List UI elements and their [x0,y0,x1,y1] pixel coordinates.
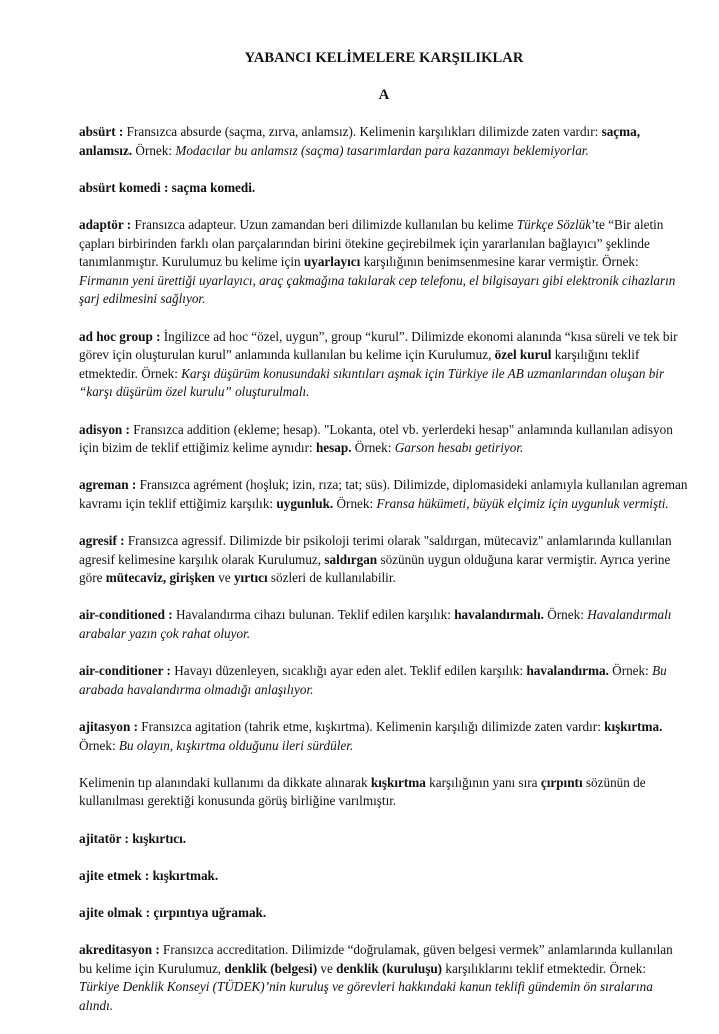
entry-text: İngilizce ad hoc “özel, uygun”, group “kurul”. Dilimizde ekonomi alanında “kısa süreli ve tek bir görev için oluşturulan kurul” anlamında kullanılan bu kelime için Kurulumuz, [79,328,678,363]
bold-text: kışkırtma [370,774,426,790]
bold-text: ajite olmak : çırpıntıya uğramak. [79,904,267,920]
entry-text: ve [317,960,337,976]
dictionary-entry [79,216,689,309]
example-text: Türkçe Sözlük [516,216,592,232]
bold-text: havalandırma. [526,663,609,679]
bold-text: uygunluk. [276,495,334,511]
bold-text: denklik (belgesi) [224,960,318,976]
entry-text: Fransızca agrément (hoşluk; izin, rıza; tat; süs). Dilimizde, diplomasideki anlamıyla kullanılan agreman kavramı için teklif ettiğimiz karşılık: [79,477,688,511]
entry-text: karşılığının yanı sıra [425,774,541,790]
bold-text: air-conditioned : [79,607,173,623]
dictionary-entry [79,179,689,198]
entry-text: ’te “Bir aletin çapları birbirinden farklı olan parçalarından birini ötekine geçirebilmek için yararlanılan bağlayıcı” şeklinde tanımlanmıştır. Kurulumuz bu kelime için [79,216,664,270]
dictionary-entry [79,476,689,513]
dictionary-entry [79,532,689,588]
bold-text: adaptör : [79,216,132,232]
entry-text: Fransızca adapteur. Uzun zamandan beri dilimizde kullanılan bu kelime [131,216,517,232]
entry-text: karşılıklarını teklif etmektedir. Örnek: [442,960,647,976]
example-text: Fransa hükümeti, büyük elçimiz için uygunluk vermişti. [376,495,669,511]
entry-text: Havayı düzenleyen, sıcaklığı ayar eden alet. Teklif edilen karşılık: [170,663,527,679]
example-text: Türkiye Denklik Konseyi (TÜDEK)’nin kuruluş ve görevleri hakkındaki kanun teklifi gündemin ön sıralarına alındı. [79,979,653,1013]
bold-text: yırtıcı [233,570,268,586]
bold-text: ajitatör : kışkırtıcı. [79,830,187,846]
bold-text: ajite etmek : kışkırtmak. [79,867,219,883]
example-text: Modacılar bu anlamsız (saçma) tasarımlardan para kazanmayı beklemiyorlar. [175,142,589,158]
bold-text: absürt komedi : saçma komedi. [79,179,256,195]
bold-text: mütecaviz, girişken [105,570,215,586]
entry-text: Havalandırma cihazı bulunan. Teklif edilen karşılık: [172,607,455,623]
bold-text: özel kurul [494,347,552,363]
bold-text: kışkırtma. [604,719,663,734]
dictionary-entry [79,662,689,699]
entry-text: Örnek: [543,607,588,623]
entry-text: Fransızca agitation (tahrik etme, kışkırtma). Kelimenin karşılığı dilimizde zaten vardır: [137,719,605,734]
entry-text: sözünün de kullanılması gerektiği konusunda görüş birliğine varılmıştır. [79,774,646,809]
bold-text: denklik (kuruluşu) [336,960,443,976]
entry-text: Örnek: [608,663,653,679]
entry-text: Fransızca absurde (saçma, zırva, anlamsız). Kelimenin karşılıkları dilimizde zaten vardır: [123,124,602,139]
bold-text: saldırgan [324,551,378,567]
document-title: YABANCI KELİMELERE KARŞILIKLAR [244,50,524,66]
example-text: Bu olayın, kışkırtma olduğunu ileri sürdüler. [118,737,354,753]
bold-text: havalandırmalı. [454,607,544,623]
bold-text: ad hoc group : [79,328,161,344]
example-text: Firmanın yeni ürettiği uyarlayıcı, araç çakmağına takılarak cep telefonu, el bilgisayarı gibi elektronik cihazların şarj edilmesini sağlıyor. [79,272,676,307]
bold-text: hesap. [315,440,352,456]
bold-text: akreditasyon : [79,942,160,958]
example-text: Garson hesabı getiriyor. [394,440,524,456]
entry-text: ve [214,570,234,586]
bold-text: agresif : [79,533,125,549]
entry-text: sözleri de kullanılabilir. [267,570,396,586]
dictionary-entries [79,123,689,1016]
entry-text: Örnek: [132,142,176,158]
bold-text: ajitasyon : [79,719,138,734]
entry-text: Fransızca agressif. Dilimizde bir psikoloji terimi olarak "saldırgan, mütecaviz" anlamlarında kullanılan agresif kelimesine karşılık olarak Kurulumuz, [79,533,672,567]
dictionary-entry [79,830,689,849]
entry-text: Örnek: [333,495,377,511]
bold-text: çırpıntı [540,774,583,790]
entry-text: Örnek: [79,737,119,753]
dictionary-entry [79,123,689,160]
entry-text: Kelimenin tıp alanındaki kullanımı da dikkate alınarak [79,774,371,790]
dictionary-entry [79,941,689,1015]
bold-text: agreman : [79,477,137,493]
dictionary-entry [79,774,689,811]
example-text: Havalandırmalı arabalar yazın çok rahat oluyor. [79,607,672,642]
entry-text: sözünün uygun olduğuna karar vermiştir. Ayrıca yerine göre [79,551,671,586]
entry-text: Fransızca addition (ekleme; hesap). "Lokanta, otel vb. yerlerdeki hesap" anlamında kullanılan adisyon için bizim de teklif ettiğimiz kelime aynıdır: [79,421,673,456]
bold-text: air-conditioner : [79,663,171,679]
document-page [79,50,689,1034]
dictionary-entry [79,718,689,755]
dictionary-entry [79,421,689,458]
entry-text: karşılığını teklif etmektedir. Örnek: [79,347,640,381]
dictionary-entry [79,606,689,643]
bold-text: adisyon : [79,421,130,437]
entry-text: Örnek: [351,440,395,456]
dictionary-entry [79,904,689,923]
entry-text: karşılığının benimsenmesine karar vermiştir. Örnek: [360,254,639,270]
dictionary-entry [79,867,689,886]
bold-text: absürt : [79,124,124,139]
dictionary-entry [79,328,689,402]
example-text: Karşı düşürüm konusundaki sıkıntıları aşmak için Türkiye ile AB uzmanlarından oluşan bir “karşı düşürüm özel kurulu” oluşturulmalı. [79,365,665,400]
bold-text: saçma, anlamsız. [79,124,641,158]
entry-text: Fransızca accreditation. Dilimizde “doğrulamak, güven belgesi vermek” anlamlarında kullanılan bu kelime için Kurulumuz, [79,942,673,976]
example-text: Bu arabada havalandırma olmadığı anlaşılıyor. [79,663,667,697]
bold-text: uyarlayıcı [303,254,361,270]
section-letter: A [378,87,390,103]
